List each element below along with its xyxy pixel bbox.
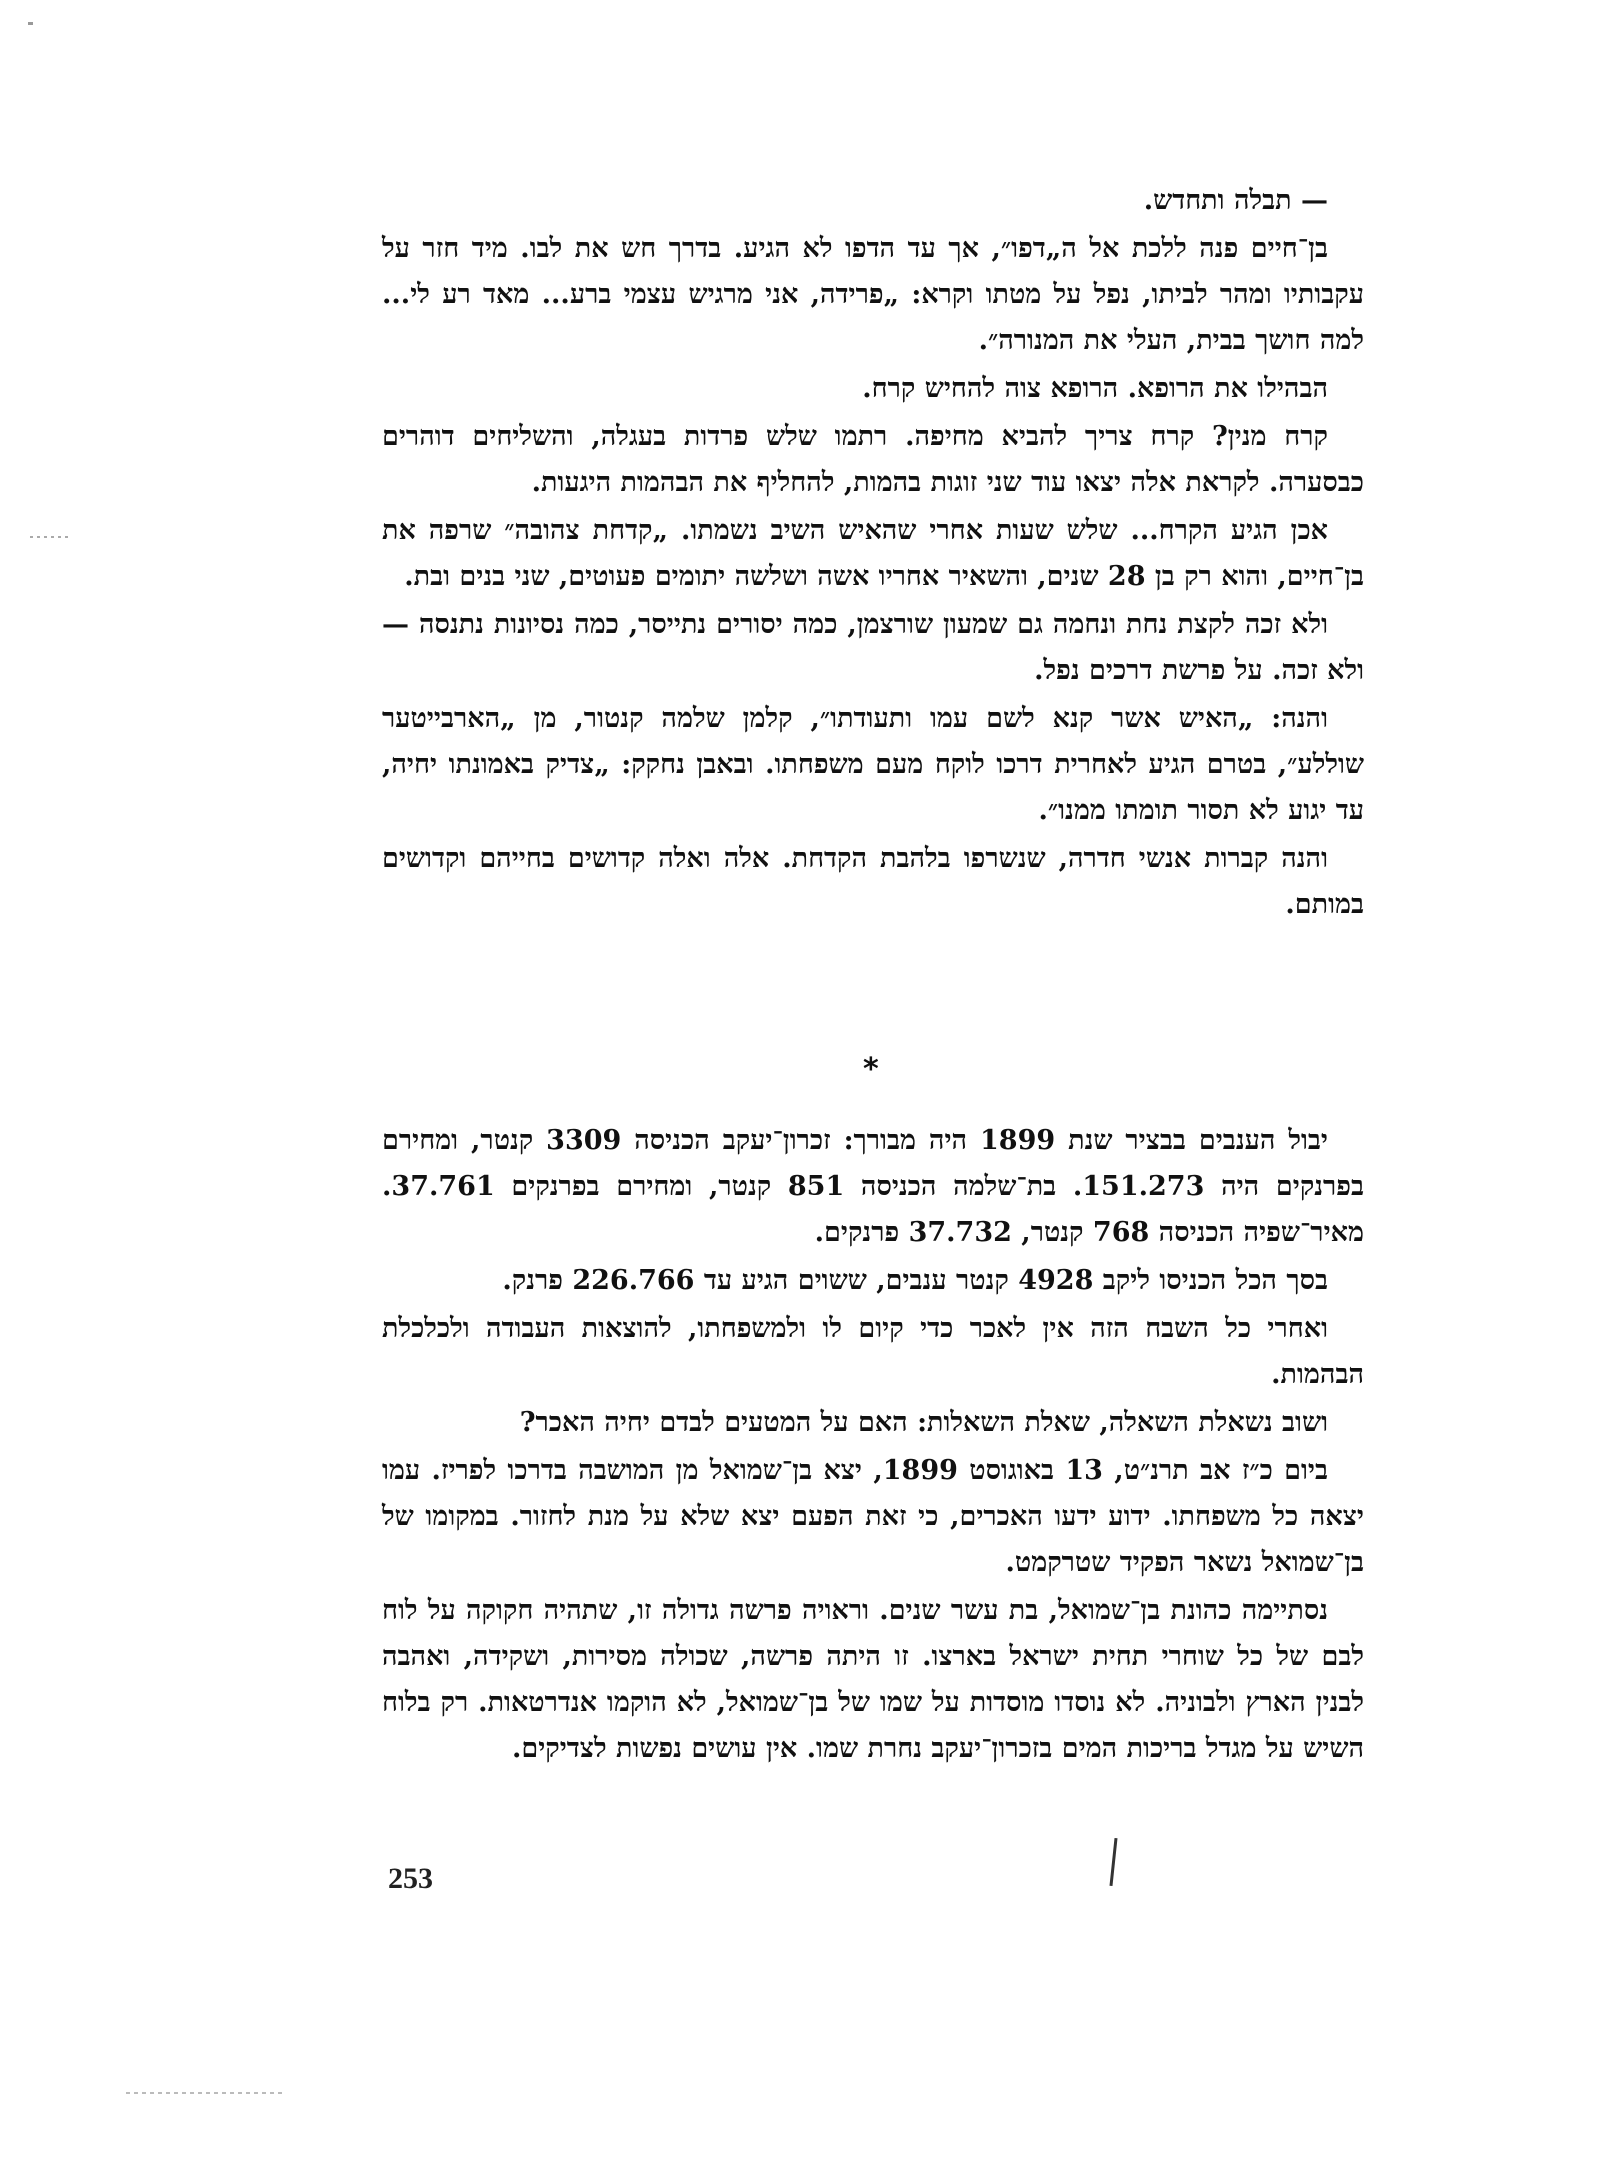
paragraph: בסך הכל הכניסו ליקב 4928 קנטר ענבים, ששוים הגיע עד 226.766 פרנק.: [502, 1265, 1328, 1296]
scan-speck: [126, 2092, 286, 2094]
paragraph: ביום כ״ז אב תרנ״ט, 13 באוגוסט 1899, יצא בן־שמואל מן המושבה בדרכו לפריז. עמו יצאה כל משפחתו. ידוע ידעו האכרים, כי זאת הפעם יצא שלא על מנת לחזור. במקומו של בן־שמואל נשאר הפקיד שטרקמט.: [382, 1455, 1364, 1578]
paragraph: הבהילו את הרופא. הרופא צוה להחיש קרח.: [862, 373, 1328, 404]
paragraph: בן־חיים פנה ללכת אל ה„דפו״, אך עד הדפו לא הגיע. בדרך חש את לבו. מיד חזר על עקבותיו ומהר לביתו, נפל על מטתו וקרא: „פרידה, אני מרגיש עצמי ברע... מאד רע לי... למה חושך בבית, העלי את המנורה״.: [382, 233, 1364, 356]
section-separator: *: [863, 1052, 879, 1087]
paragraph: נסתיימה כהונת בן־שמואל, בת עשר שנים. וראויה פרשה גדולה זו, שתהיה חקוקה על לוח לבם של כל שוחרי תחית ישראל בארצו. זו היתה פרשה, שכולה מסירות, ושקידה, ואהבה לבנין הארץ ולבוניה. לא נוסדו מוסדות על שמו של בן־שמואל, לא הוקמו אנדרטאות. רק בלוח השיש על מגדל בריכות המים בזכרון־יעקב נחרת שמו. אין עושים נפשות לצדיקים.: [382, 1595, 1364, 1764]
section-one-body: [382, 178, 1364, 930]
paragraph: יבול הענבים בבציר שנת 1899 היה מבורך: זכרון־יעקב הכניסה 3309 קנטר, ומחירם בפרנקים היה 151.273. בת־שלמה הכניסה 851 קנטר, ומחירם בפרנקים 37.761. מאיר־שפיה הכניסה 768 קנטר, 37.732 פרנקים.: [382, 1125, 1365, 1248]
section-two-body: [382, 1118, 1364, 1774]
paragraph: והנה קברות אנשי חדרה, שנשרפו בלהבת הקדחת. אלה ואלה קדושים בחייהם וקדושים במותם.: [382, 843, 1364, 920]
paragraph: — תבלה ותחדש.: [1143, 185, 1328, 216]
scan-speck: [30, 536, 70, 538]
paragraph: ושוב נשאלת השאלה, שאלת השאלות: האם על המטעים לבדם יחיה האכר?: [519, 1407, 1328, 1438]
page-number: 253: [388, 1862, 433, 1895]
paragraph: והנה: „האיש אשר קנא לשם עמו ותעודתו״, קלמן שלמה קנטור, מן „הארבייטער שוללע״, בטרם הגיע לאחרית דרכו לוקח מעם משפחתו. ובאבן נחקק: „צדיק באמונתו יחיה, עד יגוע לא תסור תומתו ממנו״.: [382, 703, 1364, 826]
scan-speck: [28, 22, 33, 25]
pen-mark: [1109, 1838, 1117, 1886]
paragraph: קרח מנין? קרח צריך להביא מחיפה. רתמו שלש פרדות בעגלה, והשליחים דוהרים כבסערה. לקראת אלה יצאו עוד שני זוגות בהמות, להחליף את הבהמות היגעות.: [382, 421, 1364, 498]
paragraph: ואחרי כל השבח הזה אין לאכר כדי קיום לו ולמשפחתו, להוצאות העבודה ולכלכלת הבהמות.: [382, 1313, 1364, 1390]
paragraph: אכן הגיע הקרח... שלש שעות אחרי שהאיש השיב נשמתו. „קדחת צהובה״ שרפה את בן־חיים, והוא רק בן 28 שנים, והשאיר אחריו אשה ושלשה יתומים פעוטים, שני בנים ובת.: [382, 515, 1364, 592]
paragraph: ולא זכה לקצת נחת ונחמה גם שמעון שורצמן, כמה יסורים נתייסר, כמה נסיונות נתנסה — ולא זכה. על פרשת דרכים נפל.: [382, 609, 1364, 686]
